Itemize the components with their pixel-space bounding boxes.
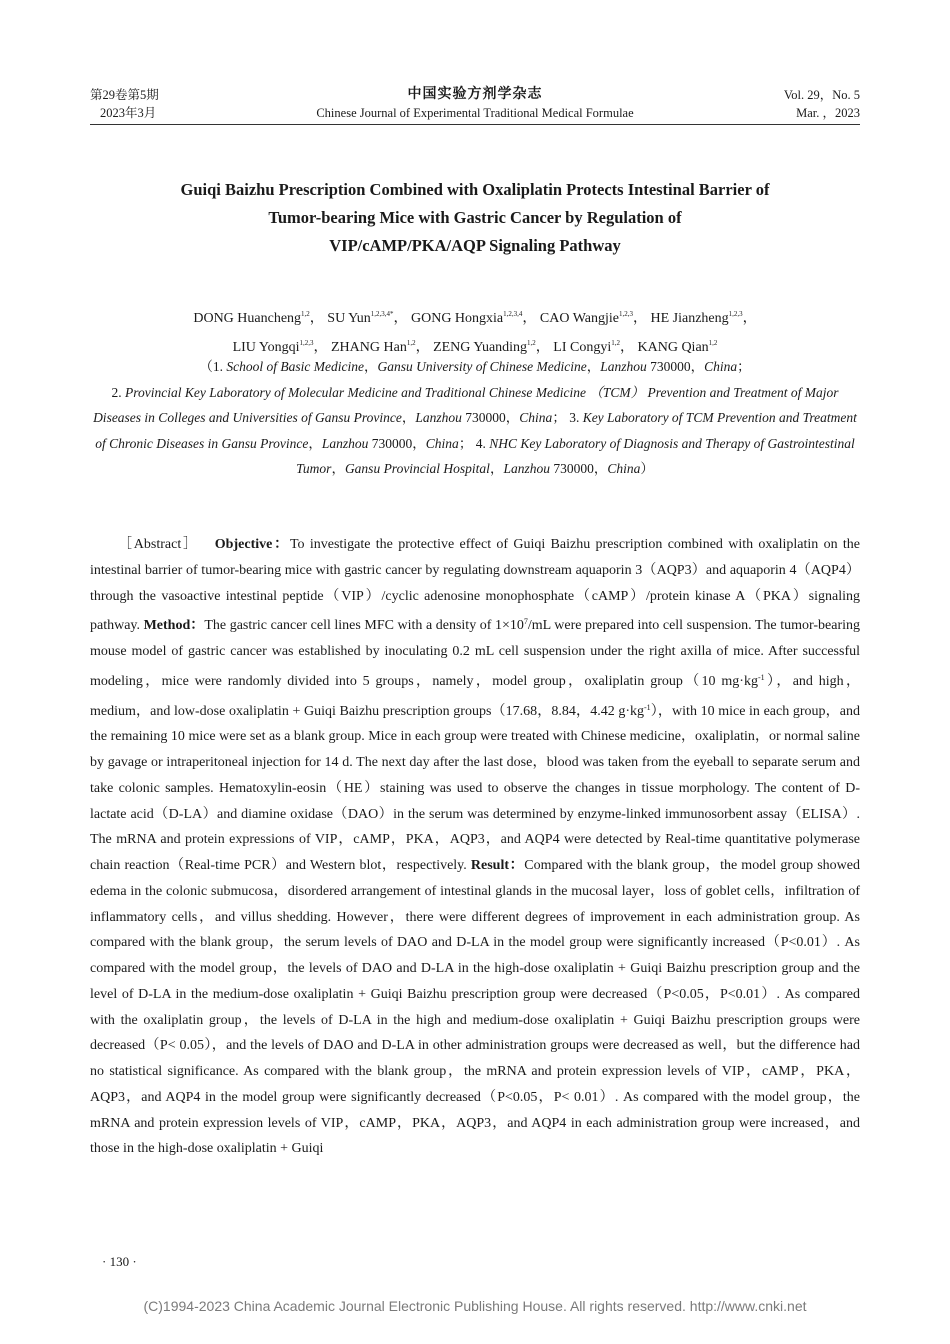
title-line-2: Tumor-bearing Mice with Gastric Cancer by Regulation of <box>268 208 682 227</box>
author: KANG Qian$^{1,2}$ <box>637 339 718 355</box>
header-rule <box>90 124 860 125</box>
author: LI Congyi$^{1,2}$， <box>553 339 634 355</box>
date-en: Mar. ，2023 <box>796 106 860 120</box>
author: ZENG Yuanding$^{1,2}$， <box>433 339 550 355</box>
author: HE Jianzheng$^{1,2,3}$， <box>650 310 757 326</box>
abstract-label: ［Abstract］ <box>118 537 199 552</box>
result-text: Compared with the blank group，the model group showed edema in the colonic submucosa，disordered arrangement of intestinal glands in the mucosal layer，loss of goblet cells，infiltration of inflammatory cells，and villus shedding. However，there were different degrees of improvement in each administration group. As compared with the blank group，the serum levels of DAO and D-LA in the model group were significantly increased（P<0.01）. As compared with the model group，the levels of DAO and D-LA in the high-dose oxaliplatin + Guiqi Baizhu prescription group and the level of D-LA in the medium-dose oxaliplatin + Guiqi Baizhu prescription group were decreased（P<0.05，P<0.01）. As compared with the oxaliplatin group，the levels of D-LA in the high and medium-dose oxaliplatin + Guiqi Baizhu prescription groups were decreased（P< 0.05），and the levels of DAO and D-LA in other administration groups were decreased as well，but the difference had no statistical significance. As compared with the blank group，the mRNA and protein expression levels of VIP，cAMP，PKA，AQP3，and AQP4 in the model group were significantly decreased（P<0.05，P< 0.01）. As compared with the model group，the mRNA and protein expression levels of VIP，cAMP，PKA，AQP3，and AQP4 in each administration group were increased，and those in the high-dose oxaliplatin + Guiqi <box>90 858 860 1157</box>
author: ZHANG Han$^{1,2}$， <box>331 339 430 355</box>
journal-name-en: Chinese Journal of Experimental Traditional Medical Formulae <box>316 106 634 120</box>
title-line-3: VIP/cAMP/PKA/AQP Signaling Pathway <box>329 236 621 255</box>
copyright-footer: (C)1994-2023 China Academic Journal Electronic Publishing House. All rights reserved. http://www.cnki.net <box>143 1298 807 1314</box>
method-label: Method： <box>143 618 205 634</box>
volume-issue-cn: 第29卷第5期 <box>90 88 159 102</box>
author: DONG Huancheng$^{1,2}$， <box>193 310 324 326</box>
journal-name-cn: 中国实验方剂学杂志 <box>407 87 543 102</box>
abstract <box>90 532 860 1162</box>
volume-issue-en: Vol. 29，No. 5 <box>783 88 860 102</box>
author: LIU Yongqi$^{1,2,3}$， <box>232 339 328 355</box>
author: SU Yun$^{1,2,3,4*}$， <box>327 310 408 326</box>
title-line-1: Guiqi Baizhu Prescription Combined with Oxaliplatin Protects Intestinal Barrier of <box>180 180 770 199</box>
result-label: Result： <box>470 858 525 873</box>
author-list <box>90 302 860 360</box>
date-cn: 2023年3月 <box>100 106 157 120</box>
author: GONG Hongxia$^{1,2,3,4}$， <box>410 310 537 326</box>
abstract-body: ［Abstract］ Objective：To investigate the protective effect of Guiqi Baizhu prescription combined with oxaliplatin on the intestinal barrier of tumor-bearing mice with gastric cancer by regulating downstream aquaporin 3（AQP3）and aquaporin 4（AQP4）through the vasoactive intestinal peptide（VIP）/cyclic adenosine monophosphate（cAMP）/protein kinase A（PKA）signaling pathway. Method：The gastric cancer cell lines MFC with a density of $1\times 10^7/mL$ were prepared into cell suspension. The tumor-bearing mouse model of gastric cancer was established by inoculating 0.2 mL cell suspension under the right axilla of mice. After successful modeling，mice were randomly divided into 5 groups，namely，model group，oxaliplatin group（10 $mg\cdot kg^{-1}$），and high，medium，and low-dose oxaliplatin + Guiqi Baizhu prescription groups（17.68，8.84，4.42 $g\cdot kg^{-1}$），with 10 mice in each group，and the remaining 10 mice were set as a blank group. Mice in each group were treated with Chinese medicine，oxaliplatin，or normal saline by gavage or intraperitoneal injection for 14 d. The next day after the last dose，blood was taken from the eyeball to separate serum and take colonic samples. Hematoxylin-eosin（HE）staining was used to observe the changes in tissue morphology. The content of D-lactate acid（D-LA）and diamine oxidase（DAO）in the serum was determined by enzyme-linked immunosorbent assay（ELISA）. The mRNA and protein expressions of VIP，cAMP，PKA，AQP3，and AQP4 were detected by Real-time quantitative polymerase chain reaction（Real-time PCR）and Western blot，respectively. Result：Compared with the blank group，the model group showed edema in the colonic submucosa，disordered arrangement of intestinal glands in the mucosal layer，loss of goblet cells，infiltration of inflammatory cells，and villus shedding. However，there were different degrees of improvement in each administration group. As compared with the blank group，the serum levels of DAO and D-LA in the model group were significantly increased（P<0.01）. As compared with the model group，the levels of DAO and D-LA in the high-dose oxaliplatin + Guiqi Baizhu prescription group and the level of D-LA in the medium-dose oxaliplatin + Guiqi Baizhu prescription group were decreased（P<0.05，P<0.01）. As compared with the oxaliplatin group，the levels of D-LA in the high and medium-dose oxaliplatin + Guiqi Baizhu prescription groups were decreased（P< 0.05），and the levels of DAO and D-LA in other administration groups were decreased as well，but the difference had no statistical significance. As compared with the blank group，the mRNA and protein expression levels of VIP，cAMP，PKA，AQP3，and AQP4 in the model group were significantly decreased（P<0.05，P< 0.01）. As compared with the model group，the mRNA and protein expression levels of VIP，cAMP，PKA，AQP3，and AQP4 in each administration group were increased，and those in the high-dose oxaliplatin + Guiqi <box>90 537 861 1157</box>
running-header-right <box>784 86 860 122</box>
article-title <box>90 176 860 260</box>
author: CAO Wangjie$^{1,2,3}$， <box>539 310 647 326</box>
objective-text: To investigate the protective effect of Guiqi Baizhu prescription combined with oxaliplatin on the intestinal barrier of tumor-bearing mice with gastric cancer by regulating downstream aquaporin 3（AQP3）and aquaporin 4（AQP4）through the vasoactive intestinal peptide（VIP）/cyclic adenosine monophosphate（cAMP）/protein kinase A（PKA）signaling pathway. <box>90 537 861 634</box>
page-number: · 130 · <box>102 1254 137 1269</box>
affiliations: （1. School of Basic Medicine，Gansu University of Chinese Medicine，Lanzhou 730000，China； 2. Provincial Key Laboratory of Molecular Medicine and Traditional Chinese Medicine （TCM） Prevention and Treatment of Major Diseases in Colleges and Universities of Gansu Province，Lanzhou 730000，China； 3. Key Laboratory of TCM Prevention and Treatment of Chronic Diseases in Gansu Province，Lanzhou 730000，China； 4. NHC Key Laboratory of Diagnosis and Therapy of Gastrointestinal Tumor，Gansu Provincial Hospital，Lanzhou 730000，China） <box>93 359 857 476</box>
objective-label: Objective： <box>214 537 290 552</box>
